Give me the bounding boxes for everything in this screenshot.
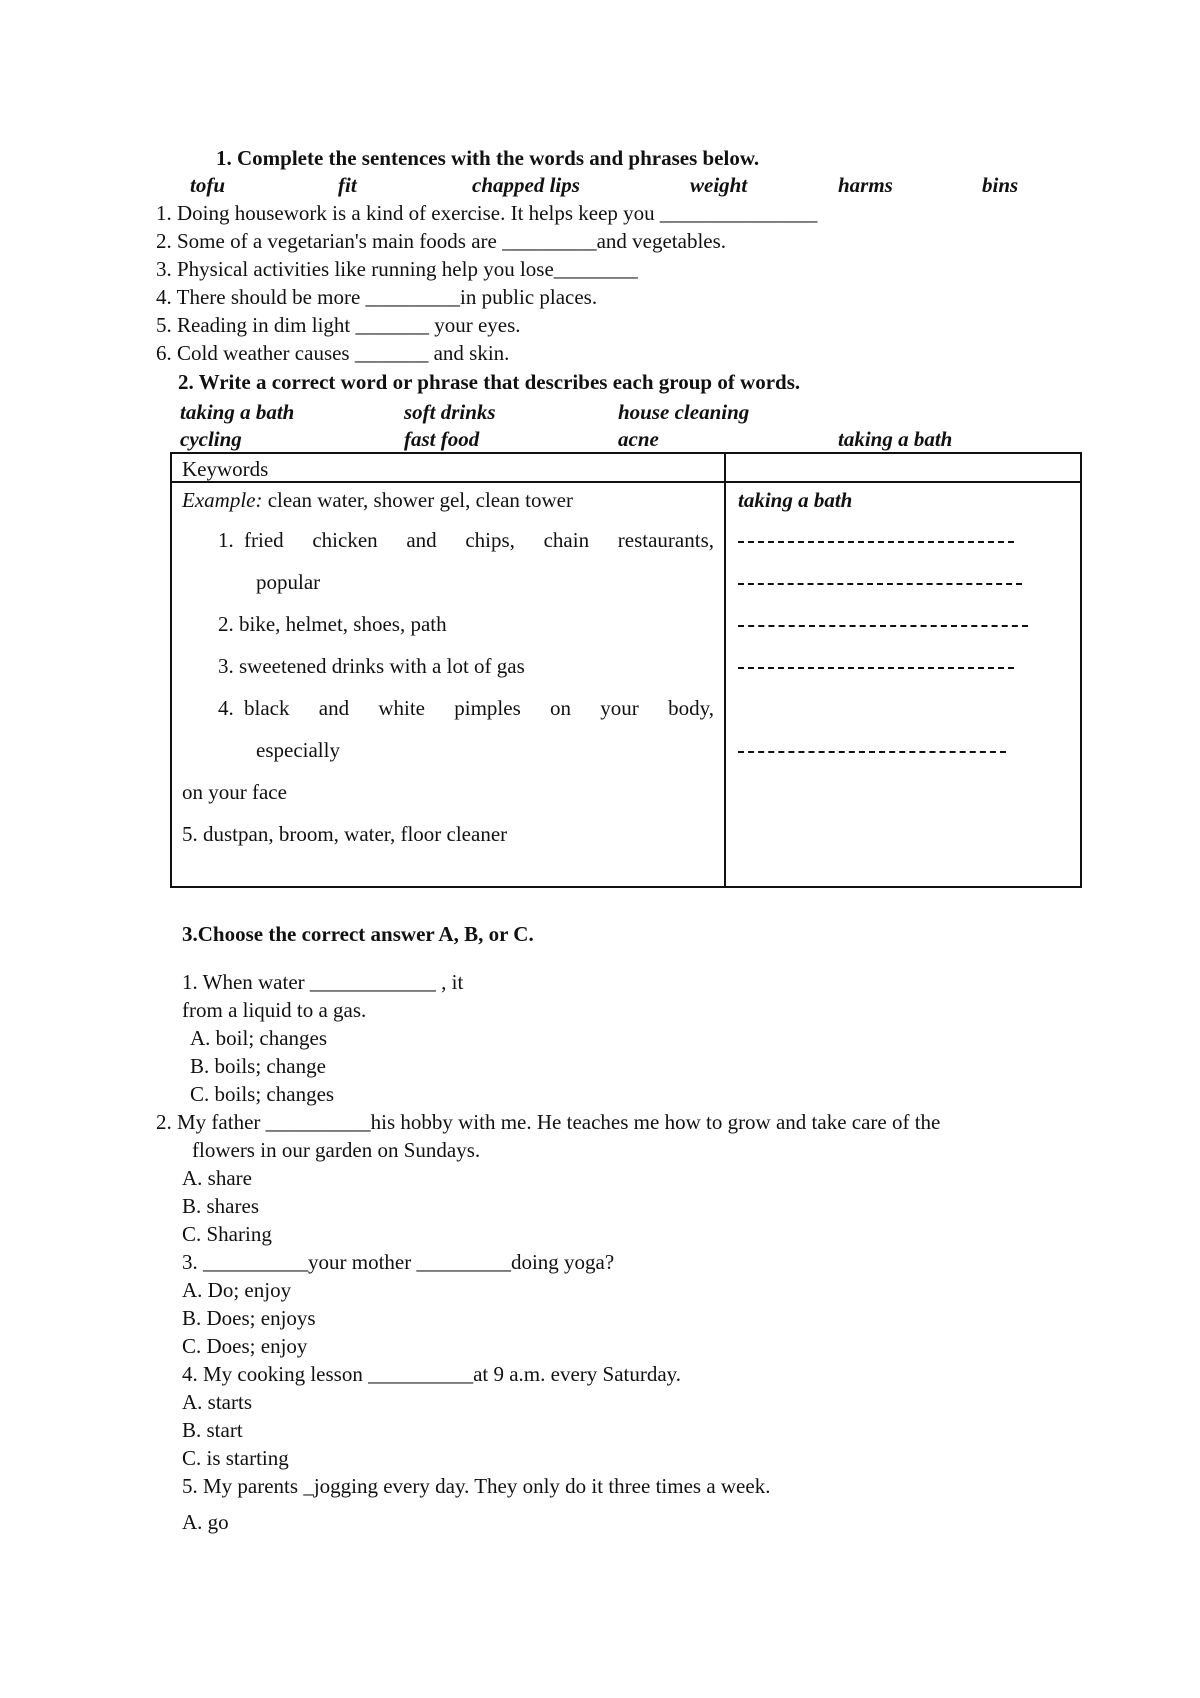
group-word: cycling (180, 427, 242, 451)
group-word: taking a bath (180, 400, 295, 424)
word-bank-item: bins (982, 173, 1019, 197)
item-4-continuation: especially (256, 738, 340, 762)
question-5: 5. My parents _jogging every day. They only do it three times a week. (182, 1474, 771, 1498)
table-divider (170, 481, 1082, 483)
keyword: pimples (454, 696, 521, 720)
option: B. start (182, 1418, 243, 1442)
table-divider (724, 452, 726, 888)
question-1: 1. When water ____________ , it (182, 970, 464, 994)
item-1-continuation: popular (256, 570, 321, 594)
table-example (182, 490, 573, 511)
sentence-2: 2. Some of a vegetarian's main foods are _________and vegetables. (156, 229, 727, 253)
word-bank-item: fit (338, 173, 357, 197)
group-word: taking a bath (838, 427, 953, 451)
sentence-6: 6. Cold weather causes _______ and skin. (156, 341, 510, 365)
keyword: black (244, 696, 290, 720)
sentence-1: 1. Doing housework is a kind of exercise. It helps keep you _______________ (156, 201, 818, 225)
item-4-tail: on your face (182, 780, 287, 804)
option: C. is starting (182, 1446, 289, 1470)
option: C. boils; changes (190, 1082, 335, 1106)
question-1-cont: from a liquid to a gas. (182, 998, 367, 1022)
section1-title: 1. Complete the sentences with the words and phrases below. (216, 146, 760, 170)
option: B. shares (182, 1194, 259, 1218)
question-4: 4. My cooking lesson __________at 9 a.m. every Saturday. (182, 1362, 682, 1386)
keyword: chips, (465, 528, 515, 552)
sentence-4: 4. There should be more _________in public places. (156, 285, 598, 309)
example-answer: taking a bath (738, 488, 853, 512)
keyword: and (318, 696, 350, 720)
group-word: house cleaning (618, 400, 750, 424)
item-3: 3. sweetened drinks with a lot of gas (218, 654, 525, 678)
question-3: 3. __________your mother _________doing yoga? (182, 1250, 615, 1274)
answer-line-3[interactable] (738, 625, 1028, 627)
keyword: fried (244, 528, 284, 552)
group-word: fast food (404, 427, 480, 451)
answer-line-2[interactable] (738, 583, 1022, 585)
option: A. starts (182, 1390, 252, 1414)
option: C. Sharing (182, 1222, 272, 1246)
answer-line-5[interactable] (738, 751, 1006, 753)
option: B. boils; change (190, 1054, 326, 1078)
option: A. share (182, 1166, 252, 1190)
answer-line-4[interactable] (738, 667, 1014, 669)
word-bank-item: weight (690, 173, 748, 197)
keyword: chain (543, 528, 590, 552)
group-word: soft drinks (404, 400, 496, 424)
item-1-keywords (244, 530, 714, 551)
keyword: your (600, 696, 639, 720)
item-4-keywords (244, 698, 714, 719)
example-text: clean water, shower gel, clean tower (262, 488, 573, 512)
option: C. Does; enjoy (182, 1334, 308, 1358)
keyword: chicken (312, 528, 378, 552)
option: A. go (182, 1510, 229, 1534)
keyword: and (406, 528, 437, 552)
example-label: Example: (182, 488, 263, 512)
section2-title: 2. Write a correct word or phrase that describes each group of words. (178, 370, 801, 394)
sentence-5: 5. Reading in dim light _______ your eyes. (156, 313, 521, 337)
word-bank-item: tofu (190, 173, 226, 197)
question-2: 2. My father __________his hobby with me. He teaches me how to grow and take care of the (156, 1110, 941, 1134)
section3-title: 3.Choose the correct answer A, B, or C. (182, 922, 534, 946)
word-bank-item: chapped lips (472, 173, 580, 197)
keyword: body, (668, 696, 714, 720)
keyword: white (378, 696, 425, 720)
option: B. Does; enjoys (182, 1306, 316, 1330)
question-2-cont: flowers in our garden on Sundays. (192, 1138, 481, 1162)
keyword: restaurants, (617, 528, 714, 552)
word-bank-item: harms (838, 173, 893, 197)
item-2: 2. bike, helmet, shoes, path (218, 612, 447, 636)
item-1-number: 1. (218, 528, 234, 552)
keyword: on (550, 696, 572, 720)
group-word: acne (618, 427, 659, 451)
answer-line-1[interactable] (738, 541, 1014, 543)
item-5: 5. dustpan, broom, water, floor cleaner (182, 822, 508, 846)
option: A. boil; changes (190, 1026, 328, 1050)
option: A. Do; enjoy (182, 1278, 292, 1302)
table-header-keywords: Keywords (182, 457, 269, 481)
item-4-number: 4. (218, 696, 234, 720)
sentence-3: 3. Physical activities like running help you lose________ (156, 257, 638, 281)
